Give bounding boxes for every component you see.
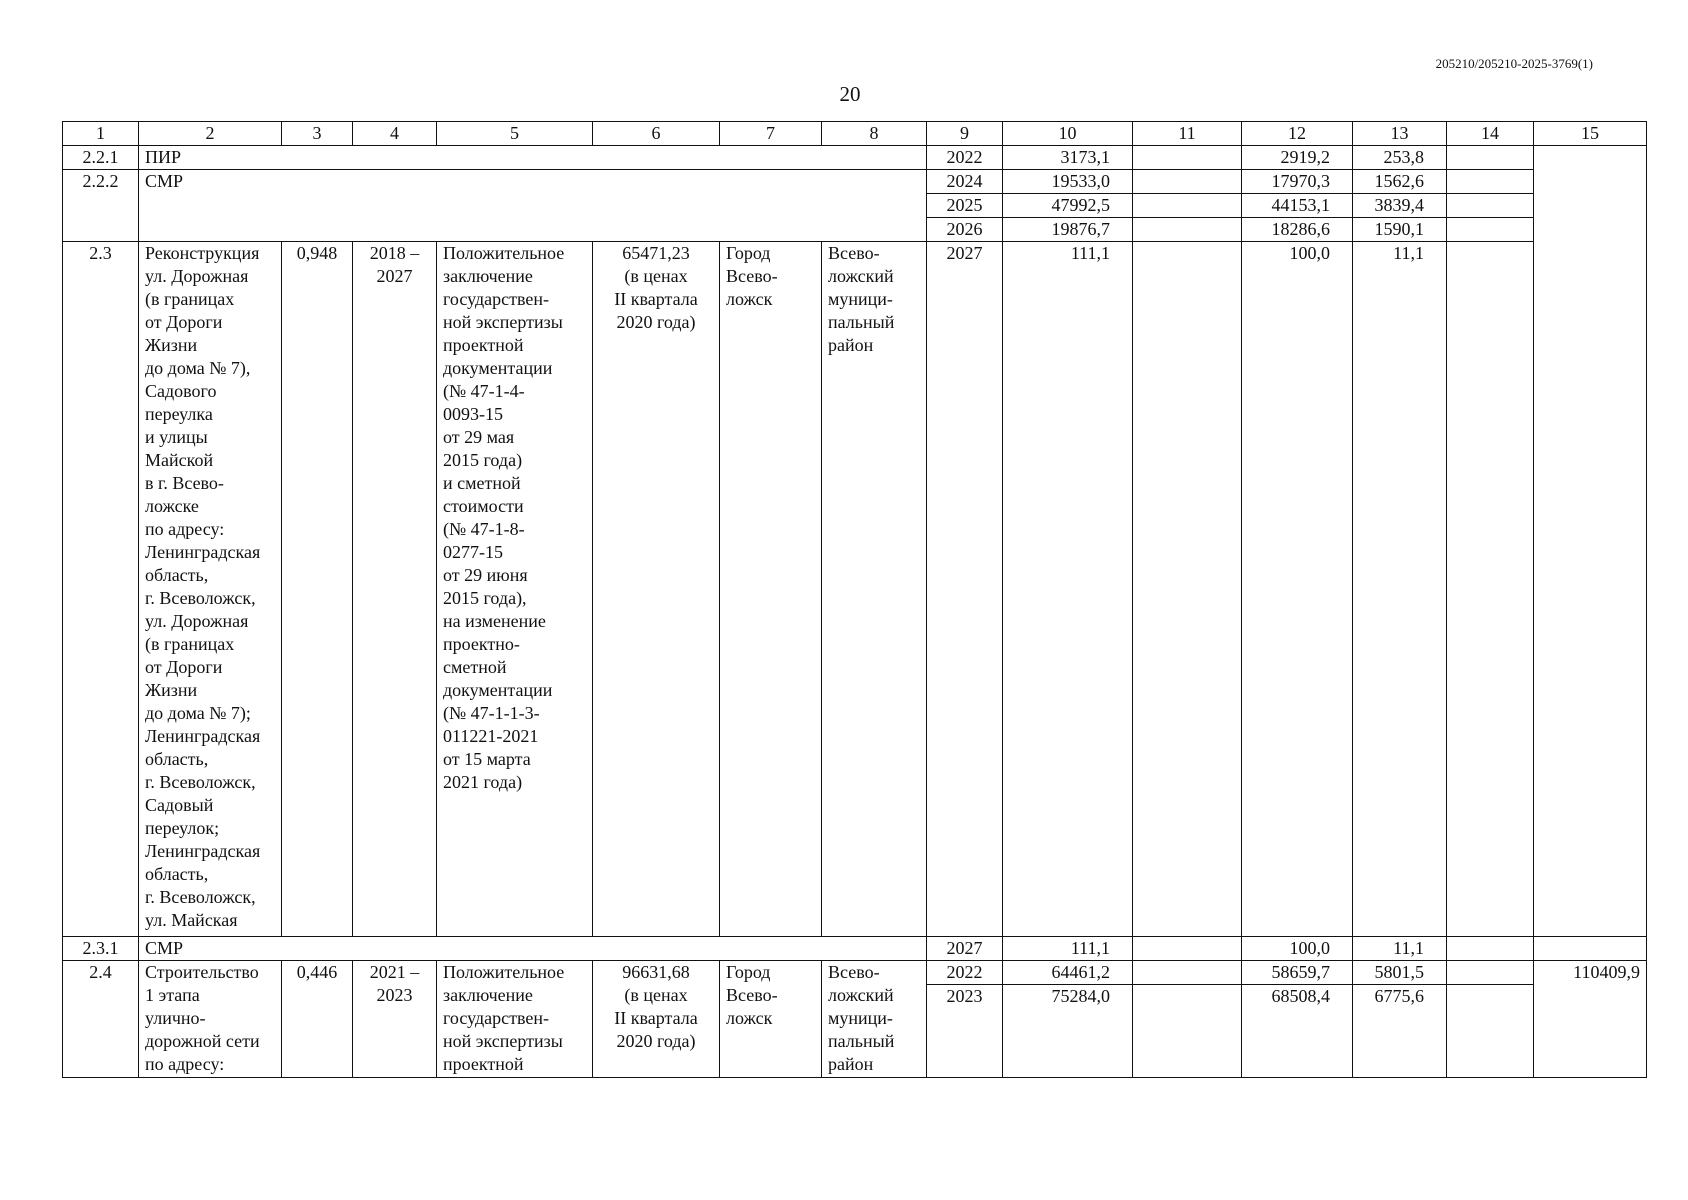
district-cell: Всево- ложский муници- пальный район bbox=[822, 961, 927, 1078]
length-cell: 0,948 bbox=[282, 242, 353, 937]
object-name: Реконструкция ул. Дорожная (в границах от Дороги Жизни до дома № 7), Садового переулка и улицы Майской в г. Всево- ложске по адресу: Ленинградская область, г. Всеволожск, ул. Дорожная (в границах от Дороги Жизни до дома № 7); Ленинградская область, г. Всеволожск, Садовый переулок; Ленинградская область, г. Всеволожск, ул. Майская bbox=[139, 242, 282, 937]
column-header: 7 bbox=[720, 122, 822, 146]
column-header: 2 bbox=[139, 122, 282, 146]
table-row bbox=[63, 937, 1647, 961]
row-number: 2.2.1 bbox=[63, 146, 139, 170]
year-cell: 2022 bbox=[927, 961, 1003, 985]
regional-cell: 44153,1 bbox=[1242, 194, 1353, 218]
program-table bbox=[62, 121, 1647, 1078]
column-header: 6 bbox=[593, 122, 720, 146]
empty-cell bbox=[1133, 985, 1242, 1078]
empty-cell bbox=[1447, 218, 1534, 242]
empty-cell bbox=[1447, 242, 1534, 937]
empty-cell bbox=[1133, 218, 1242, 242]
local-cell: 1562,6 bbox=[1353, 170, 1447, 194]
empty-cell bbox=[1447, 985, 1534, 1078]
column-header: 10 bbox=[1003, 122, 1133, 146]
column-header: 1 bbox=[63, 122, 139, 146]
column-header: 5 bbox=[437, 122, 593, 146]
regional-cell: 58659,7 bbox=[1242, 961, 1353, 985]
total-cell: 64461,2 bbox=[1003, 961, 1133, 985]
year-cell: 2027 bbox=[927, 242, 1003, 937]
table-row bbox=[63, 146, 1647, 170]
empty-cell bbox=[1133, 937, 1242, 961]
empty-cell bbox=[1133, 146, 1242, 170]
table-row bbox=[63, 961, 1647, 985]
regional-cell: 2919,2 bbox=[1242, 146, 1353, 170]
empty-cell bbox=[1447, 961, 1534, 985]
total-cell: 3173,1 bbox=[1003, 146, 1133, 170]
local-cell: 11,1 bbox=[1353, 937, 1447, 961]
row-name: СМР bbox=[139, 937, 927, 961]
row-number: 2.2.2 bbox=[63, 170, 139, 242]
local-cell: 11,1 bbox=[1353, 242, 1447, 937]
row-name: ПИР bbox=[139, 146, 927, 170]
total-cell: 47992,5 bbox=[1003, 194, 1133, 218]
column-header: 13 bbox=[1353, 122, 1447, 146]
column-header: 15 bbox=[1534, 122, 1647, 146]
empty-cell bbox=[1133, 170, 1242, 194]
empty-cell bbox=[1133, 961, 1242, 985]
year-cell: 2025 bbox=[927, 194, 1003, 218]
year-cell: 2024 bbox=[927, 170, 1003, 194]
row-number: 2.3 bbox=[63, 242, 139, 937]
empty-cell bbox=[1447, 937, 1534, 961]
regional-cell: 100,0 bbox=[1242, 242, 1353, 937]
column-numbers-row bbox=[63, 122, 1647, 146]
row-number: 2.3.1 bbox=[63, 937, 139, 961]
table-row bbox=[63, 242, 1647, 937]
period-cell: 2018 – 2027 bbox=[353, 242, 437, 937]
total-cost-cell: 110409,9 bbox=[1534, 961, 1647, 1078]
empty-cell bbox=[1447, 194, 1534, 218]
column-header: 14 bbox=[1447, 122, 1534, 146]
regional-cell: 68508,4 bbox=[1242, 985, 1353, 1078]
row-name: СМР bbox=[139, 170, 927, 242]
empty-cell bbox=[1534, 146, 1647, 937]
page-number: 20 bbox=[839, 82, 861, 106]
cost-cell: 96631,68 (в ценах II квартала 2020 года) bbox=[593, 961, 720, 1078]
year-cell: 2027 bbox=[927, 937, 1003, 961]
local-cell: 6775,6 bbox=[1353, 985, 1447, 1078]
document-id: 205210/205210-2025-3769(1) bbox=[1435, 56, 1593, 71]
local-cell: 253,8 bbox=[1353, 146, 1447, 170]
period-cell: 2021 – 2023 bbox=[353, 961, 437, 1078]
column-header: 11 bbox=[1133, 122, 1242, 146]
column-header: 3 bbox=[282, 122, 353, 146]
total-cell: 75284,0 bbox=[1003, 985, 1133, 1078]
total-cell: 111,1 bbox=[1003, 242, 1133, 937]
total-cell: 19533,0 bbox=[1003, 170, 1133, 194]
year-cell: 2023 bbox=[927, 985, 1003, 1078]
year-cell: 2026 bbox=[927, 218, 1003, 242]
local-cell: 1590,1 bbox=[1353, 218, 1447, 242]
expertise-cell: Положительное заключение государствен- ной экспертизы проектной bbox=[437, 961, 593, 1078]
empty-cell bbox=[1133, 194, 1242, 218]
city-cell: Город Всево- ложск bbox=[720, 242, 822, 937]
year-cell: 2022 bbox=[927, 146, 1003, 170]
column-header: 9 bbox=[927, 122, 1003, 146]
total-cell: 19876,7 bbox=[1003, 218, 1133, 242]
length-cell: 0,446 bbox=[282, 961, 353, 1078]
column-header: 8 bbox=[822, 122, 927, 146]
regional-cell: 17970,3 bbox=[1242, 170, 1353, 194]
empty-cell bbox=[1447, 170, 1534, 194]
column-header: 12 bbox=[1242, 122, 1353, 146]
local-cell: 5801,5 bbox=[1353, 961, 1447, 985]
city-cell: Город Всево- ложск bbox=[720, 961, 822, 1078]
local-cell: 3839,4 bbox=[1353, 194, 1447, 218]
column-header: 4 bbox=[353, 122, 437, 146]
empty-cell bbox=[1447, 146, 1534, 170]
object-name: Строительство 1 этапа улично- дорожной сети по адресу: bbox=[139, 961, 282, 1078]
expertise-cell: Положительное заключение государствен- ной экспертизы проектной документации (№ 47-1-4- 0093-15 от 29 мая 2015 года) и сметной стоимости (№ 47-1-8- 0277-15 от 29 июня 2015 года), на изменение проектно- сметной документации (№ 47-1-1-3- 011221-2021 от 15 марта 2021 года) bbox=[437, 242, 593, 937]
cost-cell: 65471,23 (в ценах II квартала 2020 года) bbox=[593, 242, 720, 937]
table-row bbox=[63, 170, 1647, 194]
regional-cell: 18286,6 bbox=[1242, 218, 1353, 242]
total-cell: 111,1 bbox=[1003, 937, 1133, 961]
row-number: 2.4 bbox=[63, 961, 139, 1078]
district-cell: Всево- ложский муници- пальный район bbox=[822, 242, 927, 937]
regional-cell: 100,0 bbox=[1242, 937, 1353, 961]
empty-cell bbox=[1133, 242, 1242, 937]
